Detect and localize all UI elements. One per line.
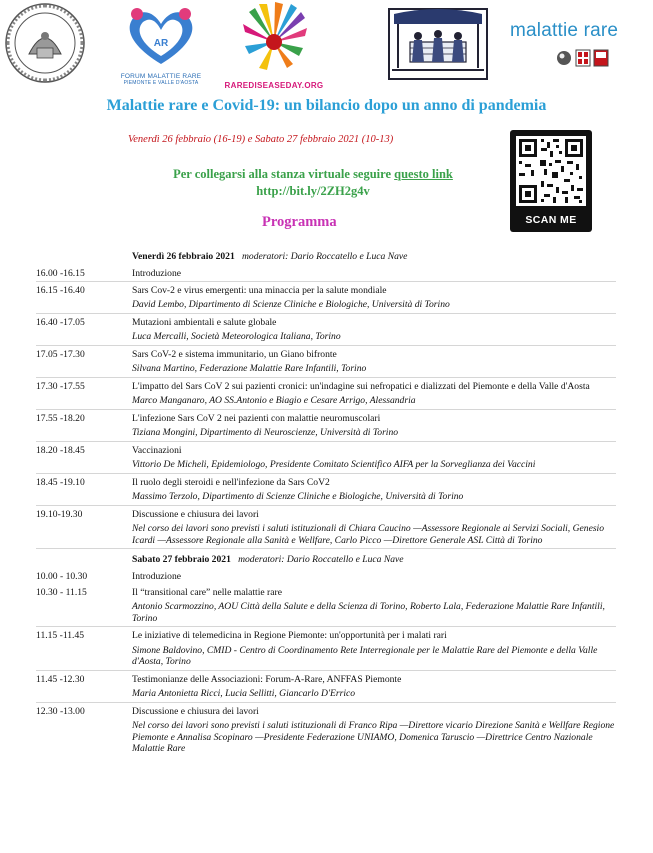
forum-logo-line2: PIEMONTE E VALLE D'AOSTA bbox=[123, 80, 199, 86]
svg-text:AR: AR bbox=[153, 38, 169, 49]
row-speaker: Nel corso dei lavori sono previsti i saluti istituzionali di Chiara Caucino —Assessore Regionale ai Servizi Sociali, Genesio Icardi —Assessore Regionale alla Sanità e Wellfare, Carlo Picco —Direttore Generale ASL Città di Torino bbox=[132, 523, 605, 546]
schedule-row bbox=[36, 410, 616, 442]
row-time: 17.55 -18.20 bbox=[36, 412, 85, 424]
row-time: 17.30 -17.55 bbox=[36, 380, 85, 392]
woodcut-illustration bbox=[388, 8, 488, 80]
schedule-row bbox=[36, 346, 616, 378]
day2-header bbox=[36, 551, 616, 568]
day2-date: Sabato 27 febbraio 2021 bbox=[132, 554, 231, 565]
row-speaker: Nel corso dei lavori sono previsti i saluti istituzionali di Franco Ripa —Direttore vicario Direzione Sanità e Wellfare Regione Piemonte e Annalisa Scopinaro —Presidente Federazione UNIAMO, Domenica Taruscio —Direttrice Centro Nazionale Malattie Rare bbox=[132, 720, 615, 754]
row-time: 12.30 -13.00 bbox=[36, 705, 85, 717]
scan-me-label: SCAN ME bbox=[525, 214, 577, 226]
row-time: 10.30 - 11.15 bbox=[36, 586, 87, 598]
qr-pattern-icon bbox=[516, 136, 586, 206]
logo-row bbox=[0, 0, 653, 96]
row-speaker: Marco Manganaro, AO SS.Antonio e Biagio e Cesare Arrigo, Alessandria bbox=[132, 395, 416, 406]
row-talk: Discussione e chiusura dei lavori bbox=[132, 508, 259, 520]
forum-malattie-rare-logo bbox=[110, 6, 212, 94]
connect-instructions bbox=[128, 166, 498, 200]
schedule-row bbox=[36, 474, 616, 506]
connect-url[interactable]: http://bit.ly/2ZH2g4v bbox=[256, 184, 370, 198]
schedule-row bbox=[36, 671, 616, 703]
row-speaker: Simone Baldovino, CMID - Centro di Coordinamento Rete Interregionale per le Malattie Rare del Piemonte e della Valle d'Aosta, Torino bbox=[132, 644, 598, 667]
row-time: 19.10-19.30 bbox=[36, 508, 83, 520]
program-title: Programma bbox=[262, 214, 337, 230]
program-schedule bbox=[36, 248, 616, 757]
row-talk: Sars CoV-2 e sistema immunitario, un Giano bifronte bbox=[132, 348, 337, 360]
row-speaker: Antonio Scarmozzino, AOU Città della Salute e della Scienza di Torino, Roberto Lala, Federazione Malattie Rare Infantili, Torino bbox=[132, 601, 605, 624]
schedule-row bbox=[36, 442, 616, 474]
row-time: 16.40 -17.05 bbox=[36, 316, 85, 328]
qr-code[interactable] bbox=[510, 130, 592, 232]
rare-disease-day-logo bbox=[224, 2, 324, 92]
connect-link[interactable]: questo link bbox=[394, 167, 453, 181]
schedule-row bbox=[36, 568, 616, 584]
row-speaker: Maria Antonietta Ricci, Lucia Sellitti, Giancarlo D'Errico bbox=[132, 688, 356, 699]
schedule-row bbox=[36, 282, 616, 314]
schedule-row bbox=[36, 265, 616, 282]
row-time: 16.00 -16.15 bbox=[36, 268, 85, 279]
connect-text: Per collegarsi alla stanza virtuale seguire bbox=[173, 167, 392, 181]
rare-disease-day-label: RAREDISEASEDAY.ORG bbox=[224, 81, 324, 90]
row-speaker: Silvana Martino, Federazione Malattie Rare Infantili, Torino bbox=[132, 363, 367, 374]
row-talk: Il ruolo degli steroidi e nell'infezione da Sars CoV2 bbox=[132, 476, 330, 488]
heart-hands-icon bbox=[121, 6, 201, 68]
row-talk: Introduzione bbox=[132, 268, 182, 279]
malattie-rare-logo bbox=[510, 20, 640, 80]
row-talk: Il “transitional care” nelle malattie rare bbox=[132, 586, 282, 598]
day1-header bbox=[36, 248, 616, 265]
row-time: 11.15 -11.45 bbox=[36, 630, 85, 641]
page-title: Malattie rare e Covid-19: un bilancio dopo un anno di pandemia bbox=[106, 97, 547, 114]
row-talk: Testimonianze delle Associazioni: Forum-A-Rare, ANFFAS Piemonte bbox=[132, 673, 402, 685]
row-talk: L'impatto del Sars CoV 2 sui pazienti cronici: un'indagine sui nefropatici e dializzati del Piemonte e della Valle d'Aosta bbox=[132, 380, 590, 392]
row-talk: L'infezione Sars CoV 2 nei pazienti con malattie neuromuscolari bbox=[132, 412, 381, 424]
event-dates: Venerdì 26 febbraio (16-19) e Sabato 27 febbraio 2021 (10-13) bbox=[128, 134, 394, 145]
row-time: 18.20 -18.45 bbox=[36, 444, 85, 456]
schedule-row bbox=[36, 627, 616, 671]
forum-logo-line1: FORUM MALATTIE RARE bbox=[120, 73, 202, 80]
day2-moderators: moderatori: Dario Roccatello e Luca Nave bbox=[238, 554, 404, 565]
row-time: 18.45 -19.10 bbox=[36, 476, 85, 488]
row-time: 10.00 - 10.30 bbox=[36, 571, 88, 582]
row-speaker: Luca Mercalli, Società Meteorologica Italiana, Torino bbox=[132, 331, 341, 342]
row-speaker: Massimo Terzolo, Dipartimento di Scienze Cliniche e Biologiche, Università di Torino bbox=[132, 491, 464, 502]
hands-icon bbox=[235, 2, 313, 76]
day1-date: Venerdì 26 febbraio 2021 bbox=[132, 251, 235, 262]
row-speaker: David Lembo, Dipartimento di Scienze Cliniche e Biologiche, Università di Torino bbox=[132, 299, 450, 310]
row-speaker: Vittorio De Micheli, Epidemiologo, Presidente Comitato Scientifico AIFA per la Sorveglianza dei Vaccini bbox=[132, 459, 536, 470]
schedule-row bbox=[36, 703, 616, 757]
row-talk: Vaccinazioni bbox=[132, 444, 182, 456]
row-time: 11.45 -12.30 bbox=[36, 673, 85, 685]
schedule-row bbox=[36, 584, 616, 628]
row-time: 16.15 -16.40 bbox=[36, 284, 85, 296]
day1-moderators: moderatori: Dario Roccatello e Luca Nave bbox=[241, 251, 408, 262]
schedule-row bbox=[36, 378, 616, 410]
row-time: 17.05 -17.30 bbox=[36, 348, 85, 360]
row-speaker: Tiziana Mongini, Dipartimento di Neuroscienze, Università di Torino bbox=[132, 427, 399, 438]
region-coat-of-arms-icon bbox=[554, 46, 634, 72]
row-talk: Sars Cov-2 e virus emergenti: una minaccia per la salute mondiale bbox=[132, 284, 387, 296]
row-talk: Introduzione bbox=[132, 571, 182, 582]
row-talk: Le iniziative di telemedicina in Regione Piemonte: un'opportunità per i malati rari bbox=[132, 630, 447, 641]
university-seal-logo bbox=[4, 2, 86, 84]
malattie-rare-label: malattie rare bbox=[510, 20, 619, 41]
schedule-row bbox=[36, 314, 616, 346]
row-talk: Mutazioni ambientali e salute globale bbox=[132, 316, 277, 328]
row-talk: Discussione e chiusura dei lavori bbox=[132, 705, 259, 717]
schedule-row bbox=[36, 506, 616, 550]
